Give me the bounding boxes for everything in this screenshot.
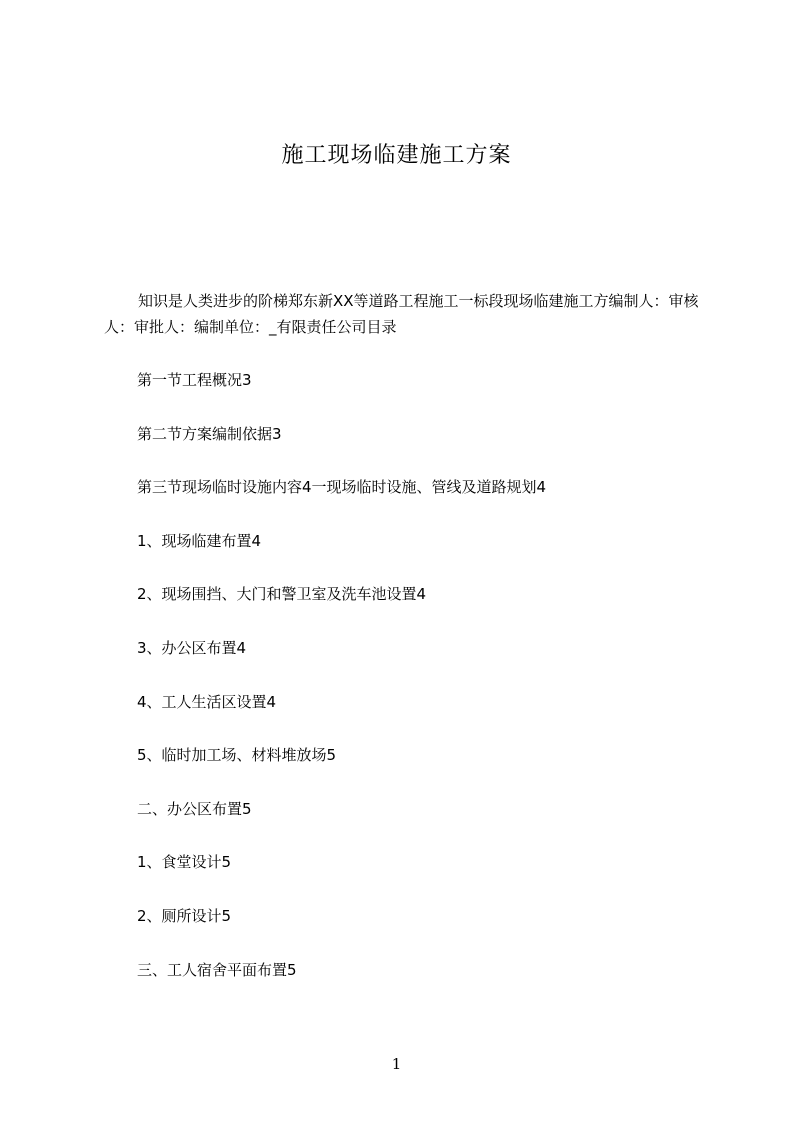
toc-item: 3、办公区布置4	[137, 638, 247, 657]
toc-item: 1、食堂设计5	[137, 853, 232, 872]
toc-item: 1、现场临建布置4	[137, 531, 262, 550]
toc-item: 二、办公区布置5	[137, 799, 252, 818]
toc-item: 4、工人生活区设置4	[137, 692, 277, 711]
toc-item: 三、工人宿舍平面布置5	[137, 960, 297, 979]
intro-paragraph: 知识是人类进步的阶梯郑东新XX等道路工程施工一标段现场临建施工方编制人：审核人：审批人：编制单位：_有限责任公司目录	[104, 292, 699, 336]
toc-item: 5、临时加工场、材料堆放场5	[137, 746, 337, 765]
table-of-contents	[137, 370, 737, 1013]
toc-item: 第三节现场临时设施内容4一现场临时设施、管线及道路规划4	[137, 478, 547, 497]
toc-item: 第一节工程概况3	[137, 371, 252, 389]
toc-item: 第二节方案编制依据3	[137, 424, 282, 443]
toc-item: 2、现场围挡、大门和警卫室及洗车池设置4	[137, 585, 427, 604]
page-number: 1	[391, 1055, 402, 1073]
page-title: 施工现场临建施工方案	[281, 143, 512, 168]
toc-item: 2、厕所设计5	[137, 906, 232, 925]
